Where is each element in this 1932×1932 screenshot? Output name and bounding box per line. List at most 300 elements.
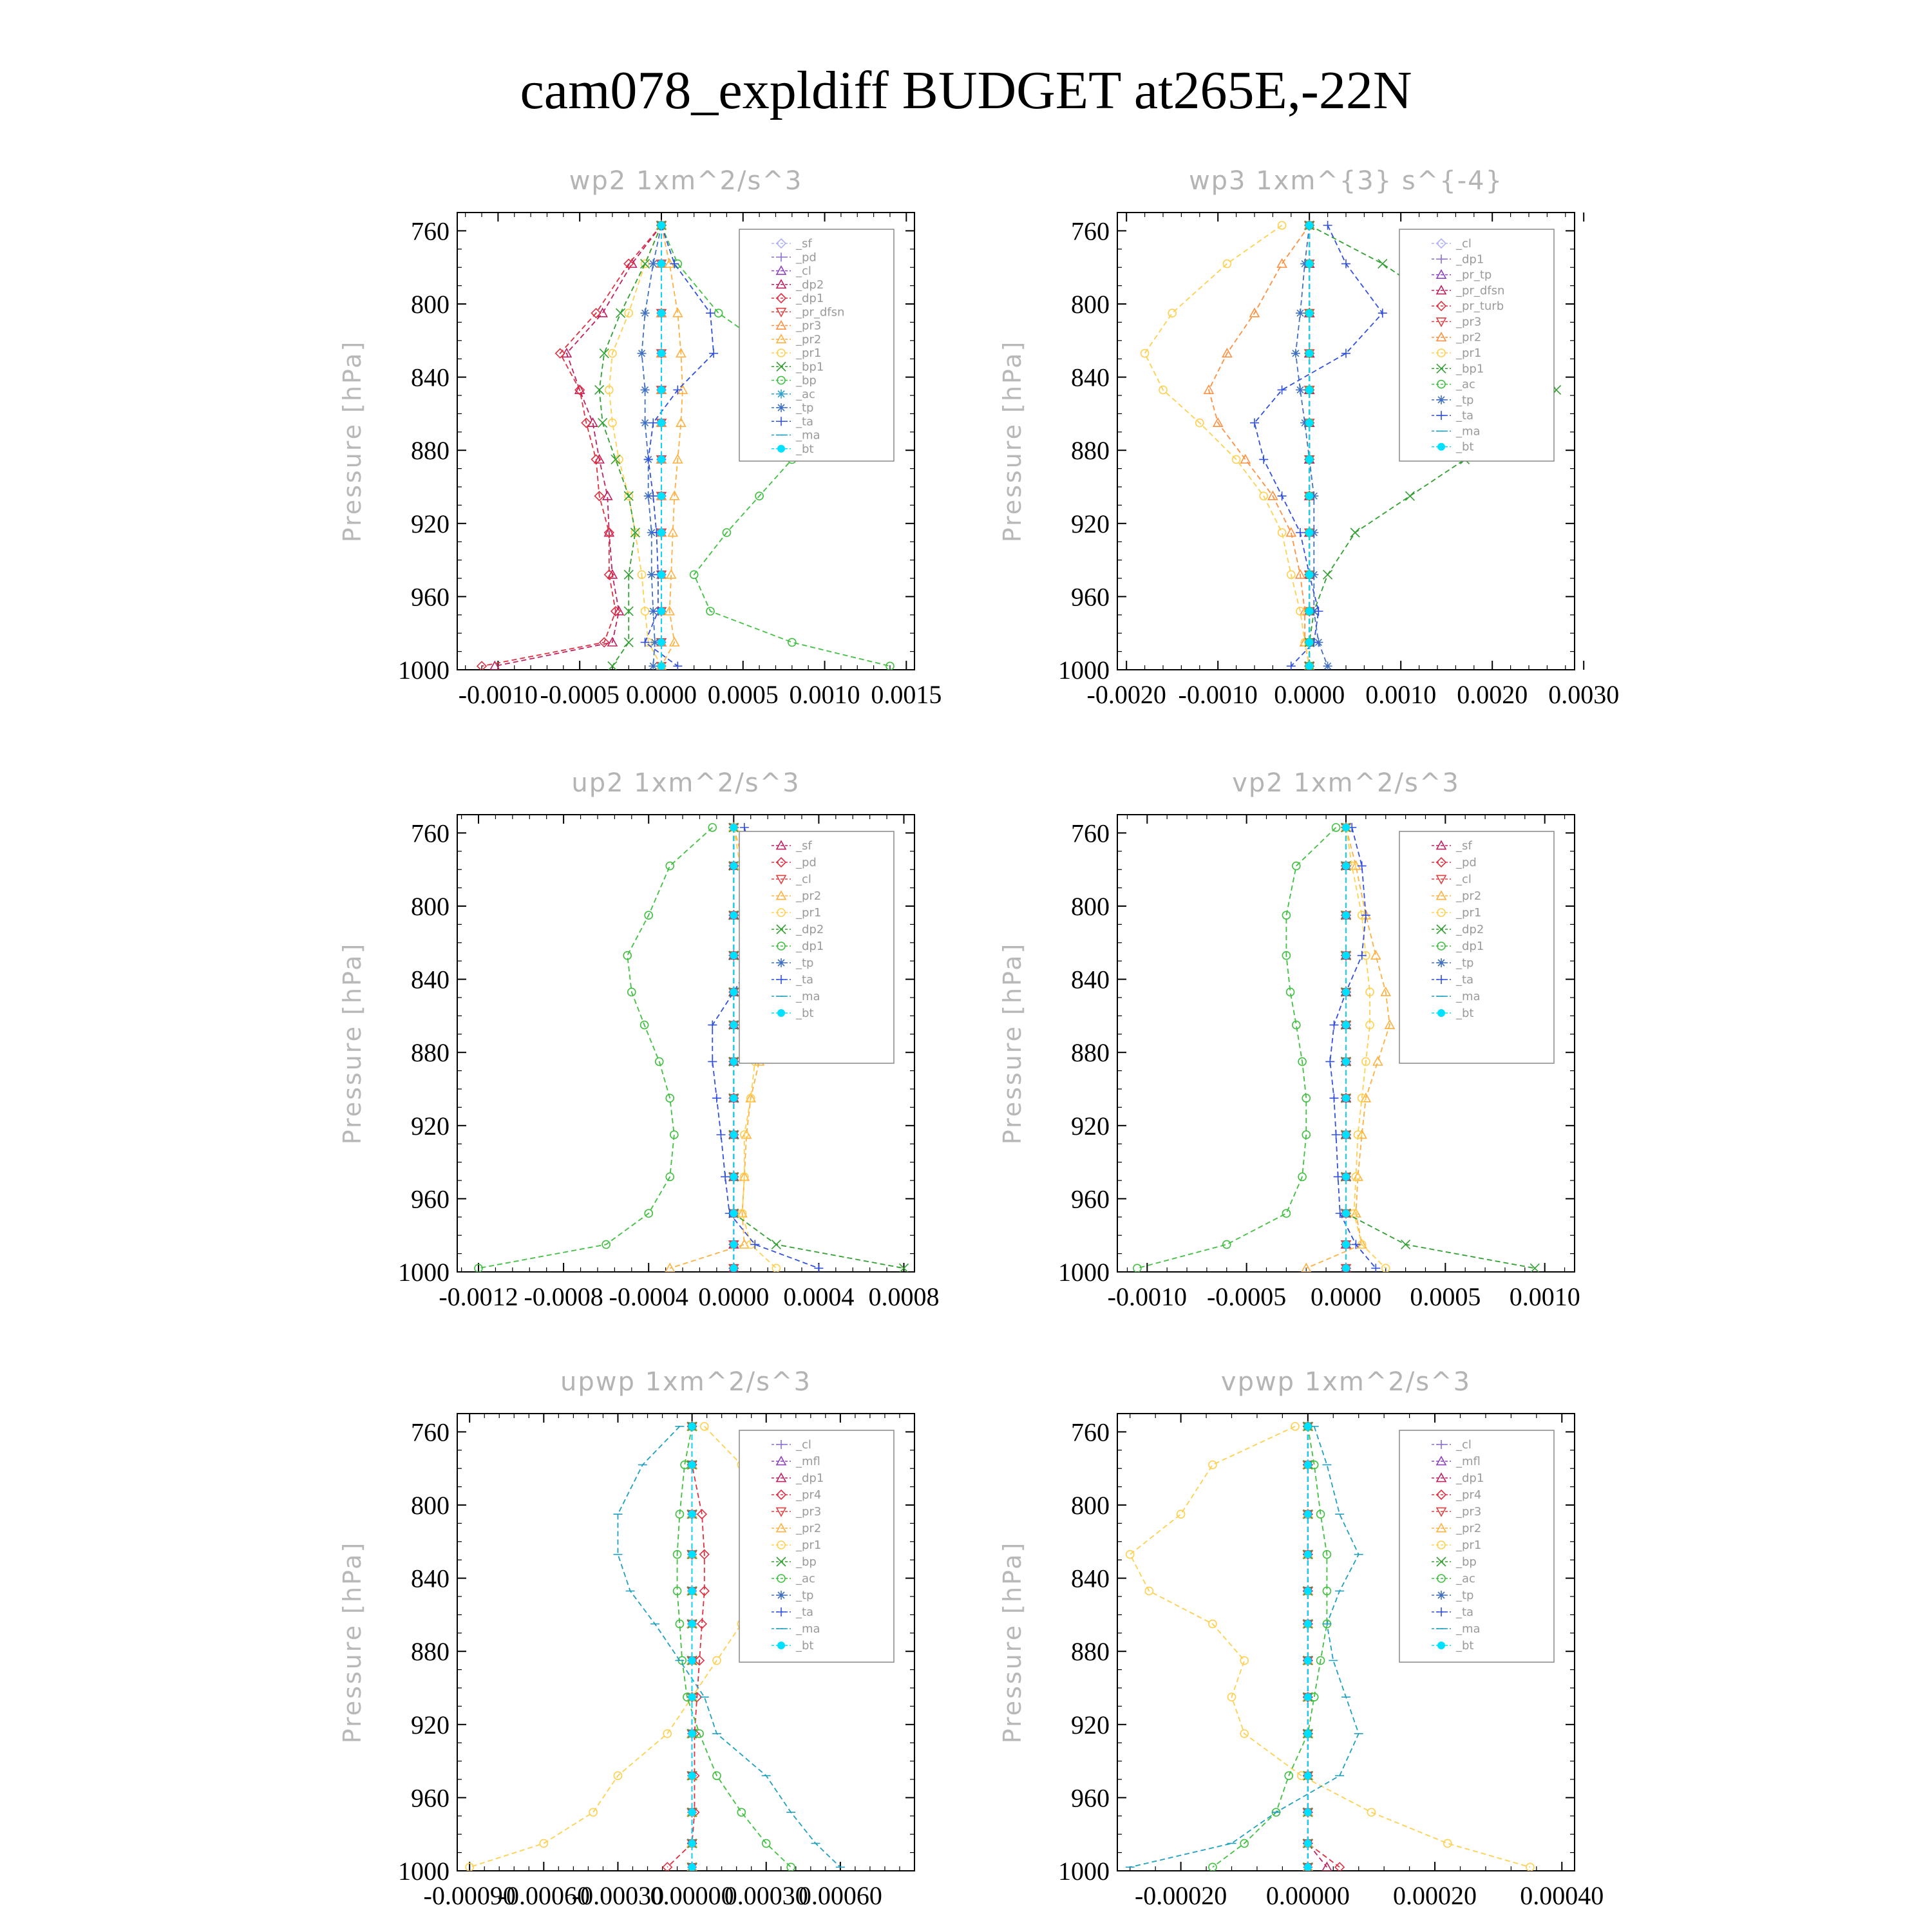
data-point_bt <box>1342 824 1350 831</box>
data-point_dp1 <box>1223 1240 1231 1248</box>
legend-label: _pr1 <box>1456 906 1482 920</box>
x-tick-label: 0.0020 <box>1457 680 1528 709</box>
legend-label: _ac <box>796 387 815 401</box>
data-point_dp1 <box>666 862 674 870</box>
legend-label: _dp2 <box>796 278 824 292</box>
data-point_tp <box>649 661 658 670</box>
data-point_bt <box>1304 1551 1312 1558</box>
legend-marker_bt <box>1437 443 1445 451</box>
x-tick-label: -0.0010 <box>1178 680 1258 709</box>
data-point_bt <box>1305 662 1313 670</box>
data-point_bt <box>658 222 665 229</box>
legend-label: _bp <box>1456 1555 1477 1569</box>
legend-marker_tp <box>1437 958 1446 967</box>
data-point_bp1 <box>598 419 607 428</box>
data-point_tp <box>1296 308 1305 317</box>
y-tick-label: 920 <box>411 1710 450 1739</box>
data-point_dp2 <box>772 1240 781 1249</box>
x-tick-label: 0.00060 <box>798 1881 882 1910</box>
data-point_bt <box>658 492 665 500</box>
panel-title: vp2 1xm^2/s^3 <box>1232 768 1460 798</box>
x-tick-label: 0.0030 <box>1548 680 1620 709</box>
data-point_ta <box>1378 308 1387 317</box>
legend-label: _cl <box>796 1438 811 1452</box>
legend-label: _pr3 <box>1456 315 1482 329</box>
data-point_bt <box>1304 1863 1312 1871</box>
y-tick-label: 760 <box>411 1417 450 1447</box>
data-point_bp1 <box>616 308 625 317</box>
legend-label: _bp1 <box>796 360 824 374</box>
data-point_ta <box>1329 1021 1338 1030</box>
series-line_ta <box>1330 828 1376 1268</box>
y-tick-label: 760 <box>411 819 450 848</box>
data-point_bt <box>1304 1510 1312 1518</box>
panel-title: wp2 1xm^2/s^3 <box>569 166 803 196</box>
y-tick-label: 1000 <box>398 1857 450 1886</box>
data-point_bp1 <box>1405 491 1414 500</box>
data-point_bt <box>1305 492 1313 500</box>
data-point_ta <box>716 1130 725 1139</box>
legend-label: _ma <box>796 428 820 442</box>
data-point_bt <box>658 419 665 427</box>
x-tick-label: -0.0005 <box>540 680 620 709</box>
data-point_bt <box>688 1551 696 1558</box>
data-point_bt <box>730 952 737 960</box>
y-tick-label: 920 <box>1071 509 1110 538</box>
legend-label: _tp <box>1456 1589 1474 1602</box>
data-point_ac <box>787 1863 795 1871</box>
chart-panel-5 <box>338 1367 914 1910</box>
data-point_bt <box>658 455 665 463</box>
y-tick-label: 920 <box>411 509 450 538</box>
legend-label: _tp <box>1456 956 1474 970</box>
data-point_bp1 <box>641 260 650 269</box>
legend-label: _pr1 <box>1456 1539 1482 1552</box>
data-point_bt <box>688 1730 696 1738</box>
y-tick-label: 760 <box>1071 819 1110 848</box>
series-line_pr4 <box>1308 1426 1340 1867</box>
data-point_pr1 <box>1126 1551 1134 1558</box>
data-point_bt <box>688 1656 696 1664</box>
data-point_pr1 <box>1141 350 1149 357</box>
legend-label: _ac <box>1456 377 1475 392</box>
x-tick-label: 0.0005 <box>707 680 779 709</box>
legend-label: _dp1 <box>796 292 824 305</box>
legend-label: _pr_tp <box>1456 268 1492 282</box>
y-tick-label: 960 <box>411 582 450 612</box>
data-point_bt <box>1305 529 1313 536</box>
data-point_tp <box>641 419 650 428</box>
y-tick-label: 880 <box>1071 436 1110 466</box>
series-line_dp1 <box>482 225 661 666</box>
data-point_pr1 <box>1223 260 1231 268</box>
legend-marker_tp <box>777 403 786 412</box>
legend-label: _pr2 <box>796 889 822 903</box>
series-line_pr2 <box>1209 225 1309 666</box>
y-axis-label: Pressure [hPa] <box>998 942 1027 1145</box>
data-point_bt <box>730 1173 737 1180</box>
y-tick-label: 920 <box>411 1111 450 1141</box>
x-tick-label: 0.0000 <box>1274 680 1345 709</box>
series-line_pr2 <box>661 225 683 666</box>
legend-label: _bt <box>796 442 814 456</box>
data-point_bt <box>1304 1693 1312 1701</box>
legend-label: _dp1 <box>1456 252 1484 267</box>
data-point_bt <box>1305 350 1313 357</box>
legend-label: _pd <box>1456 856 1477 869</box>
y-tick-label: 760 <box>411 216 450 246</box>
y-tick-label: 840 <box>411 363 450 392</box>
data-point_pr1 <box>1177 1510 1185 1518</box>
legend-marker_tp <box>1437 395 1446 404</box>
data-point_bt <box>730 1264 737 1272</box>
series-line_ta <box>1255 225 1383 666</box>
x-tick-label: 0.00000 <box>650 1881 734 1910</box>
legend-label: _tp <box>796 401 814 415</box>
data-point_bt <box>688 1587 696 1595</box>
legend-label: _sf <box>796 237 812 251</box>
y-tick-label: 800 <box>411 892 450 921</box>
data-point_bt <box>658 386 665 393</box>
legend-label: _pr4 <box>1456 1488 1482 1502</box>
x-tick-label: 0.0010 <box>789 680 860 709</box>
legend-label: _dp1 <box>1456 1472 1484 1485</box>
legend-label: _pr2 <box>1456 1522 1482 1535</box>
panel-title: vpwp 1xm^2/s^3 <box>1220 1367 1472 1397</box>
legend-label: _pr3 <box>1456 1505 1482 1519</box>
legend-label: _pr_turb <box>1456 299 1504 314</box>
y-tick-label: 960 <box>1071 582 1110 612</box>
legend-label: _ta <box>796 973 814 987</box>
legend-label: _ma <box>1456 424 1481 439</box>
legend-marker_bt <box>1437 1009 1445 1017</box>
x-tick-label: 0.0004 <box>783 1282 855 1311</box>
data-point_bt <box>688 1839 696 1847</box>
data-point_tp <box>641 308 650 317</box>
x-tick-label: 0.0005 <box>1410 1282 1481 1311</box>
data-point_tp <box>1291 349 1300 358</box>
data-point_ta <box>649 491 658 500</box>
y-axis-label: Pressure [hPa] <box>338 339 366 543</box>
data-point_bt <box>1305 222 1313 229</box>
data-point_bt <box>1304 1620 1312 1628</box>
chart-panel-4 <box>998 768 1580 1311</box>
x-tick-label: -0.00090 <box>423 1881 516 1910</box>
legend <box>739 1430 894 1662</box>
series-line_dp1 <box>478 828 712 1268</box>
x-tick-label: -0.0005 <box>1206 1282 1287 1311</box>
legend-label: _dp2 <box>1456 923 1484 936</box>
legend-label: _pr2 <box>1456 889 1482 903</box>
legend <box>739 229 894 461</box>
legend-label: _ma <box>1456 990 1481 1003</box>
data-point_bt <box>1342 952 1350 960</box>
data-point_bt <box>1304 1461 1312 1469</box>
data-point_bt <box>688 1693 696 1701</box>
data-point_bt <box>1342 1173 1350 1180</box>
panel-title: up2 1xm^2/s^3 <box>571 768 800 798</box>
legend-marker_bt <box>1437 1642 1445 1649</box>
data-point_bt <box>688 1423 696 1430</box>
y-axis-label: Pressure [hPa] <box>998 339 1027 543</box>
legend-label: _bt <box>1456 440 1474 454</box>
legend-label: _bt <box>796 1007 814 1020</box>
legend-label: _bt <box>1456 1007 1474 1020</box>
data-point_tp <box>1323 661 1332 670</box>
legend-label: _pr_dfsn <box>1456 283 1505 298</box>
legend-label: _pr2 <box>796 332 822 346</box>
data-point_bt <box>1305 309 1313 317</box>
data-point_ta <box>641 638 650 647</box>
y-tick-label: 840 <box>411 965 450 994</box>
data-point_bt <box>688 1620 696 1628</box>
data-point_ta <box>1314 607 1323 616</box>
legend-label: _dp2 <box>796 923 824 936</box>
series-line_pr2 <box>1306 828 1390 1268</box>
legend-label: _cl <box>1456 237 1472 251</box>
series-line_pr1 <box>1145 225 1310 666</box>
x-tick-label: 0.0000 <box>625 680 697 709</box>
data-point_pr1 <box>1168 309 1176 317</box>
x-tick-label: -0.0012 <box>439 1282 518 1311</box>
data-point_bp1 <box>1378 260 1387 269</box>
data-point_bt <box>1342 1094 1350 1102</box>
y-tick-label: 760 <box>1071 1417 1110 1447</box>
x-tick-label: -0.00030 <box>571 1881 665 1910</box>
y-tick-label: 920 <box>1071 1710 1110 1739</box>
legend-label: _pr1 <box>796 1539 822 1552</box>
data-point_ta <box>708 1021 717 1030</box>
legend-marker_bt <box>777 1009 785 1017</box>
data-point_ta <box>649 419 658 428</box>
y-axis-label: Pressure [hPa] <box>998 1540 1027 1744</box>
data-point_bt <box>1305 386 1313 393</box>
x-tick-label: 0.0000 <box>698 1282 770 1311</box>
data-point_bt <box>730 1021 737 1029</box>
legend-label: _tp <box>796 1589 814 1602</box>
data-point_bt <box>1304 1808 1312 1816</box>
x-tick-label: -0.0020 <box>1086 680 1166 709</box>
legend-label: _ac <box>796 1572 815 1586</box>
data-point_pr1 <box>1209 1461 1217 1469</box>
y-tick-label: 800 <box>411 290 450 319</box>
data-point_pr1 <box>1240 1656 1248 1664</box>
data-point_tp <box>1296 385 1305 394</box>
legend-label: _ta <box>1456 409 1474 423</box>
data-point_bt <box>688 1461 696 1469</box>
data-point_bt <box>1342 1209 1350 1217</box>
data-point_ta <box>1296 528 1305 537</box>
series-line_tp <box>1296 225 1328 666</box>
x-tick-label: 0.00040 <box>1520 1881 1604 1910</box>
y-tick-label: 1000 <box>398 1258 450 1287</box>
y-tick-label: 1000 <box>398 656 450 685</box>
y-tick-label: 1000 <box>1058 1258 1110 1287</box>
data-point_bt <box>1304 1587 1312 1595</box>
data-point_bt <box>1304 1772 1312 1779</box>
series-line_ma <box>1130 1426 1359 1867</box>
data-point_ta <box>708 1057 717 1066</box>
legend-label: _dp1 <box>796 1472 824 1485</box>
data-point_ta <box>1259 455 1268 464</box>
legend-label: _tp <box>796 956 814 970</box>
data-point_bt <box>1305 571 1313 578</box>
legend-label: _ta <box>796 1605 814 1619</box>
legend-marker_tp <box>1437 1591 1446 1600</box>
data-point_ta <box>712 1094 721 1103</box>
legend-label: _ta <box>796 415 814 429</box>
data-point_bt <box>688 1808 696 1816</box>
data-point_bt <box>688 1510 696 1518</box>
data-point_tp <box>649 260 658 269</box>
data-point_bt <box>730 1209 737 1217</box>
legend-label: _sf <box>1456 839 1472 853</box>
legend-marker_bt <box>777 445 785 453</box>
legend-label: _pr1 <box>796 346 822 360</box>
legend-label: _ta <box>1456 973 1474 987</box>
data-point_bt <box>1304 1730 1312 1738</box>
y-tick-label: 880 <box>1071 1038 1110 1068</box>
data-point_bt <box>658 662 665 670</box>
data-point_bt <box>1304 1839 1312 1847</box>
x-tick-label: -0.00020 <box>1134 1881 1227 1910</box>
y-tick-label: 840 <box>1071 965 1110 994</box>
series-line_pr1 <box>1346 828 1386 1268</box>
legend <box>1399 229 1554 461</box>
data-point_ta <box>1325 1057 1334 1066</box>
chart-panel-6 <box>998 1367 1604 1910</box>
y-tick-label: 920 <box>1071 1111 1110 1141</box>
series-line_ac <box>1213 1426 1327 1867</box>
x-tick-label: -0.0010 <box>458 680 538 709</box>
data-point_bt <box>1342 911 1350 919</box>
legend-label: _pr4 <box>796 1488 822 1502</box>
y-tick-label: 800 <box>1071 290 1110 319</box>
chart-panel-3 <box>338 768 939 1311</box>
x-tick-label: -0.0008 <box>524 1282 603 1311</box>
legend <box>1399 831 1554 1063</box>
y-tick-label: 1000 <box>1058 656 1110 685</box>
legend-label: _sf <box>796 839 812 853</box>
data-point_ta <box>1329 1094 1338 1103</box>
panels-container <box>338 166 1619 1910</box>
x-tick-label: 0.0000 <box>1311 1282 1381 1311</box>
y-tick-label: 800 <box>1071 1491 1110 1520</box>
legend-label: _ma <box>796 990 820 1003</box>
y-tick-label: 880 <box>1071 1637 1110 1667</box>
y-tick-label: 840 <box>1071 363 1110 392</box>
data-point_dp1 <box>1133 1264 1141 1272</box>
legend-label: _mfl <box>1456 1455 1481 1468</box>
data-point_bt <box>1342 862 1350 870</box>
data-point_bt <box>658 529 665 536</box>
y-tick-label: 880 <box>411 1637 450 1667</box>
data-point_bt <box>658 309 665 317</box>
data-point_bt <box>730 824 737 831</box>
data-point_bt <box>730 1057 737 1065</box>
legend-label: _pr2 <box>796 1522 822 1535</box>
y-tick-label: 760 <box>1071 216 1110 246</box>
data-point_tp <box>641 385 650 394</box>
legend <box>739 831 894 1063</box>
x-tick-label: -0.00060 <box>497 1881 590 1910</box>
data-point_bt <box>1342 1264 1350 1272</box>
x-tick-label: 0.0008 <box>868 1282 940 1311</box>
series-line_pr4 <box>667 1426 705 1867</box>
legend-label: _pd <box>796 251 817 265</box>
series-line_dp1 <box>1308 1426 1327 1867</box>
legend-label: _bt <box>796 1639 814 1653</box>
series-line_bp1 <box>600 225 661 666</box>
data-point_bt <box>658 638 665 646</box>
data-point_bt <box>688 1863 696 1871</box>
y-axis-label: Pressure [hPa] <box>338 1540 366 1744</box>
legend-label: _pr2 <box>1456 330 1482 345</box>
legend-label: _dp1 <box>796 940 824 953</box>
legend-label: _pr1 <box>796 906 822 920</box>
y-tick-label: 880 <box>411 1038 450 1068</box>
data-point_bt <box>1342 1057 1350 1065</box>
data-point_ta <box>740 823 749 832</box>
series-line_dp1 <box>1137 828 1336 1268</box>
data-point_bt <box>730 988 737 996</box>
chart-panel-2 <box>998 166 1619 709</box>
data-point_bt <box>1304 1423 1312 1430</box>
legend-label: _pr3 <box>796 319 822 333</box>
legend-marker_bt <box>777 1642 785 1649</box>
legend-label: _pr_dfsn <box>796 305 845 319</box>
data-point_bt <box>1342 988 1350 996</box>
x-tick-label: -0.0004 <box>609 1282 688 1311</box>
x-tick-label: 0.0015 <box>871 680 942 709</box>
data-point_ac <box>737 1808 745 1816</box>
x-tick-label: 0.00000 <box>1265 1881 1350 1910</box>
data-point_bt <box>658 260 665 268</box>
legend-label: _pd <box>796 856 817 869</box>
data-point_tp <box>638 349 647 358</box>
data-point_bt <box>1305 455 1313 463</box>
legend-label: _pr3 <box>796 1505 822 1519</box>
data-point_bt <box>730 862 737 870</box>
data-point_ta <box>721 1172 730 1181</box>
x-tick-label: 0.00020 <box>1393 1881 1477 1910</box>
data-point_bp <box>715 309 723 317</box>
y-tick-label: 960 <box>1071 1783 1110 1813</box>
data-point_bp1 <box>624 607 633 616</box>
data-point_bt <box>730 1131 737 1139</box>
legend-label: _cl <box>1456 873 1472 886</box>
legend <box>1399 1430 1554 1662</box>
data-point_bt <box>658 350 665 357</box>
legend-label: _bp1 <box>1456 362 1484 376</box>
chart-panel-1 <box>338 166 942 709</box>
data-point_bp1 <box>1323 570 1332 579</box>
legend-marker_tp <box>777 1591 786 1600</box>
data-point_pr2 <box>1371 951 1380 960</box>
data-point_bt <box>1342 1240 1350 1248</box>
data-point_ta <box>1332 1130 1341 1139</box>
x-tick-label: -0.0010 <box>1107 1282 1187 1311</box>
data-point_bt <box>688 1772 696 1779</box>
legend-label: _bt <box>1456 1639 1474 1653</box>
legend-label: _pr1 <box>1456 346 1482 360</box>
y-tick-label: 1000 <box>1058 1857 1110 1886</box>
legend-label: _ac <box>1456 1572 1475 1586</box>
data-point_bt <box>1342 1021 1350 1029</box>
legend-label: _mfl <box>796 1455 820 1468</box>
legend-label: _cl <box>796 873 811 886</box>
y-tick-label: 840 <box>1071 1564 1110 1593</box>
